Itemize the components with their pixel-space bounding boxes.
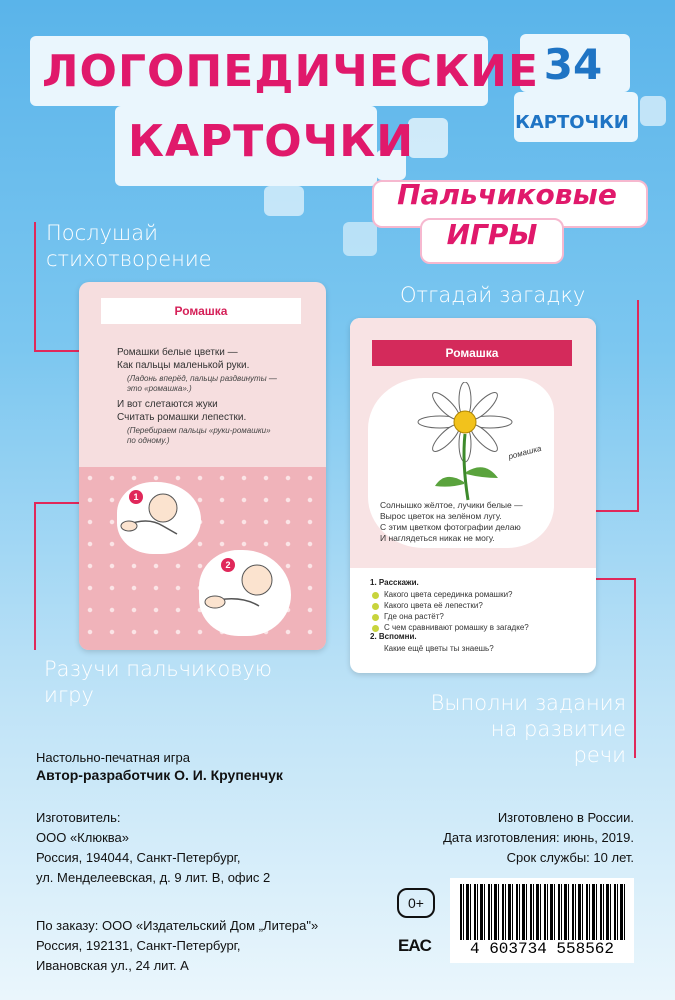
barcode-bars xyxy=(460,884,626,940)
step-number-2: 2 xyxy=(221,558,235,572)
caption-listen-l1: Послушай xyxy=(46,221,158,245)
caption-learn-l1: Разучи пальчиковую xyxy=(44,657,272,681)
barcode xyxy=(450,878,634,963)
order-info: По заказу: ООО «Издательский Дом „Литера"» xyxy=(36,918,319,933)
poem-note: (Ладонь вперёд, пальцы раздвинуты — xyxy=(127,374,277,383)
caption-learn-l2: игру xyxy=(44,683,94,707)
caption-learn xyxy=(44,656,272,708)
card-count: 34 xyxy=(543,40,603,89)
poem-note: (Перебираем пальцы «руки-ромашки» xyxy=(127,426,271,435)
poem-line: Ромашки белые цветки — xyxy=(117,347,238,358)
maker-name: ООО «Клюква» xyxy=(36,830,129,845)
connector-line xyxy=(634,578,636,758)
subtitle-line1: Пальчиковые xyxy=(397,178,617,211)
sample-card-riddle xyxy=(350,318,596,673)
connector-line xyxy=(637,300,639,512)
subtitle-line2: ИГРЫ xyxy=(446,218,538,251)
game-type: Настольно-печатная игра xyxy=(36,750,191,765)
connector-line xyxy=(34,222,36,352)
maker-label: Изготовитель: xyxy=(36,810,121,825)
riddle-line: И наглядеться никак не могу. xyxy=(380,533,495,543)
caption-listen-l2: стихотворение xyxy=(46,247,212,271)
task-item: С чем сравнивают ромашку в загадке? xyxy=(384,623,529,632)
riddle-line: Солнышко жёлтое, лучики белые — xyxy=(380,500,523,510)
caption-guess: Отгадай загадку xyxy=(400,283,586,307)
card-title: Ромашка xyxy=(101,298,301,324)
bullet xyxy=(372,625,379,632)
eac-mark: EAC xyxy=(398,936,431,955)
service-life: Срок службы: 10 лет. xyxy=(506,850,634,865)
bullet xyxy=(372,614,379,621)
task-item: Какого цвета серединка ромашки? xyxy=(384,590,513,599)
made-date: Дата изготовления: июнь, 2019. xyxy=(443,830,634,845)
age-rating-badge: 0+ xyxy=(397,888,435,918)
deco-square xyxy=(264,186,304,216)
made-in: Изготовлено в России. xyxy=(497,810,634,825)
author: Автор-разработчик О. И. Крупенчук xyxy=(36,767,283,783)
caption-tasks-l2: на развитие xyxy=(490,717,626,741)
riddle-line: С этим цветком фотографии делаю xyxy=(380,522,521,532)
task-title-1: 1. Расскажи. xyxy=(370,578,419,587)
poem-note: это «ромашка».) xyxy=(127,384,192,393)
order-address: Ивановская ул., 24 лит. А xyxy=(36,958,189,973)
flower-label: ромашка xyxy=(507,443,543,462)
barcode-number: 4 603734 558562 xyxy=(469,940,615,958)
caption-listen xyxy=(46,220,212,272)
bullet xyxy=(372,592,379,599)
caption-tasks-l3: речи xyxy=(573,743,626,767)
title-line1: ЛОГОПЕДИЧЕСКИЕ xyxy=(42,46,540,97)
bullet xyxy=(372,603,379,610)
hand-illustration-2 xyxy=(199,550,291,636)
order-address: Россия, 192131, Санкт-Петербург, xyxy=(36,938,241,953)
maker-address: Россия, 194044, Санкт-Петербург, xyxy=(36,850,241,865)
riddle-line: Вырос цветок на зелёном лугу. xyxy=(380,511,502,521)
deco-square xyxy=(640,96,666,126)
poem-line: Как пальцы маленькой руки. xyxy=(117,360,250,371)
poem-note: по одному.) xyxy=(127,436,170,445)
poem-line: Считать ромашки лепестки. xyxy=(117,412,247,423)
task-title-2: 2. Вспомни. xyxy=(370,632,417,641)
connector-line xyxy=(34,502,36,650)
title-line2: КАРТОЧКИ xyxy=(128,116,415,167)
caption-tasks xyxy=(386,690,626,768)
maker-address: ул. Менделеевская, д. 9 лит. В, офис 2 xyxy=(36,870,271,885)
task-item: Какие ещё цветы ты знаешь? xyxy=(384,644,494,653)
poem-line: И вот слетаются жуки xyxy=(117,399,218,410)
task-item: Какого цвета её лепестки? xyxy=(384,601,483,610)
task-item: Где она растёт? xyxy=(384,612,444,621)
chamomile-icon xyxy=(390,382,543,502)
caption-tasks-l1: Выполни задания xyxy=(430,691,626,715)
sample-card-poem xyxy=(79,282,326,650)
card-count-label: КАРТОЧКИ xyxy=(515,112,629,133)
card-title: Ромашка xyxy=(372,340,572,366)
step-number-1: 1 xyxy=(129,490,143,504)
subtitle xyxy=(372,178,642,260)
